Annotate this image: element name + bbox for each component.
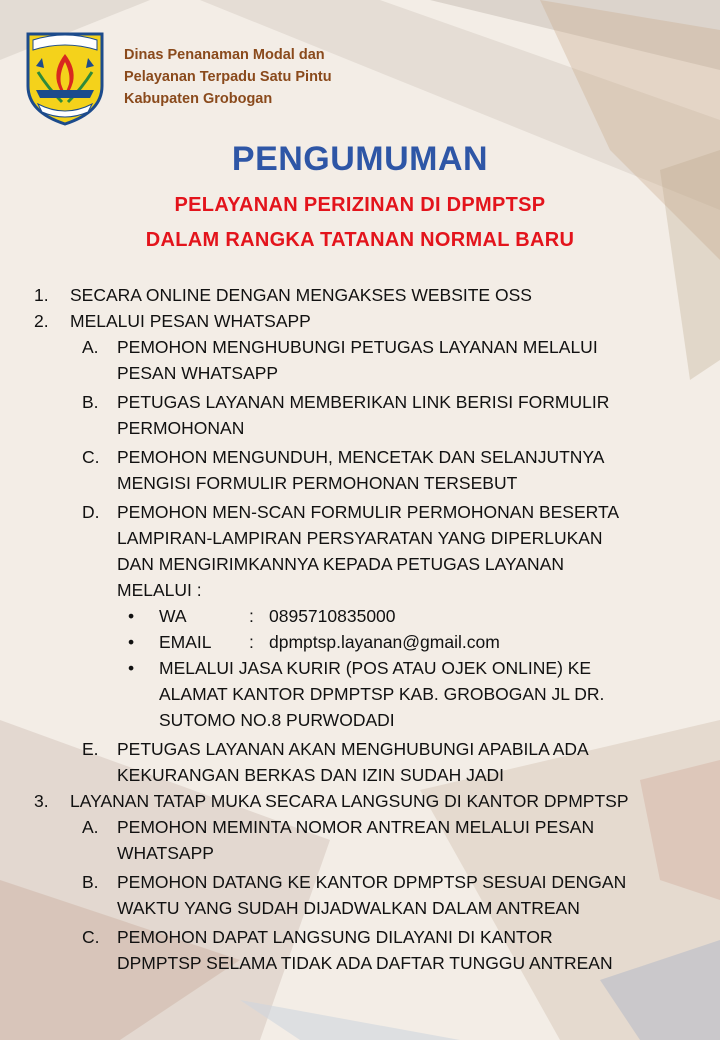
list-item-2e: [0, 736, 720, 788]
list-marker: B.: [82, 872, 99, 892]
list-item-3: [0, 788, 720, 814]
list-item-2: [0, 308, 720, 334]
org-line-3: Kabupaten Grobogan: [124, 91, 273, 107]
list-item-line: ALAMAT KANTOR DPMPTSP KAB. GROBOGAN JL DR.: [159, 684, 605, 704]
list-item-3a: [0, 814, 720, 866]
list-item-line: MELALUI :: [117, 580, 202, 600]
list-item-1: [0, 282, 720, 308]
contact-label: EMAIL: [159, 632, 212, 652]
organization-name: [124, 44, 332, 110]
list-item-line: PEMOHON DATANG KE KANTOR DPMPTSP SESUAI DENGAN: [117, 872, 627, 892]
list-marker: C.: [82, 447, 100, 467]
contact-whatsapp: [0, 603, 720, 629]
bullet: •: [128, 606, 135, 626]
bullet: •: [128, 658, 135, 678]
list-item-2a: [0, 334, 720, 386]
subtitle-line-1: PELAYANAN PERIZINAN DI DPMPTSP: [174, 194, 546, 216]
list-item-line: KEKURANGAN BERKAS DAN IZIN SUDAH JADI: [117, 765, 505, 785]
list-marker: A.: [82, 817, 99, 837]
list-item-line: LAMPIRAN-LAMPIRAN PERSYARATAN YANG DIPERLUKAN: [117, 528, 603, 548]
list-marker: B.: [82, 392, 99, 412]
org-line-2: Pelayanan Terpadu Satu Pintu: [124, 69, 332, 85]
list-item-text: SECARA ONLINE DENGAN MENGAKSES WEBSITE OSS: [70, 285, 532, 305]
list-item-3c: [0, 924, 720, 976]
list-item-line: SUTOMO NO.8 PURWODADI: [159, 710, 395, 730]
list-marker: D.: [82, 502, 100, 522]
list-item-line: PEMOHON MENGHUBUNGI PETUGAS LAYANAN MELALUI: [117, 337, 598, 357]
list-item-line: WAKTU YANG SUDAH DIJADWALKAN DALAM ANTREAN: [117, 898, 580, 918]
list-marker: A.: [82, 337, 99, 357]
list-item-line: MELALUI JASA KURIR (POS ATAU OJEK ONLINE) KE: [159, 658, 592, 678]
list-item-line: PEMOHON DAPAT LANGSUNG DILAYANI DI KANTOR: [117, 927, 553, 947]
list-marker: 2.: [34, 311, 49, 331]
list-item-line: WHATSAPP: [117, 843, 214, 863]
contact-separator: :: [249, 632, 254, 652]
list-item-text: LAYANAN TATAP MUKA SECARA LANGSUNG DI KANTOR DPMPTSP: [70, 791, 629, 811]
list-item-line: PEMOHON MENGUNDUH, MENCETAK DAN SELANJUTNYA: [117, 447, 605, 467]
service-list: [0, 282, 720, 976]
contact-separator: :: [249, 606, 254, 626]
list-item-line: PEMOHON MEMINTA NOMOR ANTREAN MELALUI PESAN: [117, 817, 595, 837]
subtitle-line-2: DALAM RANGKA TATANAN NORMAL BARU: [145, 229, 575, 251]
list-item-2b: [0, 389, 720, 441]
email-address: dpmptsp.layanan@gmail.com: [269, 632, 500, 652]
page-title: PENGUMUMAN: [231, 140, 489, 178]
list-item-text: MELALUI PESAN WHATSAPP: [70, 311, 311, 331]
list-item-3b: [0, 869, 720, 921]
list-marker: E.: [82, 739, 99, 759]
list-marker: 1.: [34, 285, 49, 305]
whatsapp-number: 0895710835000: [269, 606, 396, 626]
list-marker: C.: [82, 927, 100, 947]
contact-courier: [0, 655, 720, 733]
list-item-line: DAN MENGIRIMKANNYA KEPADA PETUGAS LAYANAN: [117, 554, 565, 574]
contact-label: WA: [159, 606, 187, 626]
org-line-1: Dinas Penanaman Modal dan: [124, 47, 325, 63]
list-item-line: MENGISI FORMULIR PERMOHONAN TERSEBUT: [117, 473, 518, 493]
list-marker: 3.: [34, 791, 49, 811]
bullet: •: [128, 632, 135, 652]
list-item-line: DPMPTSP SELAMA TIDAK ADA DAFTAR TUNGGU ANTREAN: [117, 953, 613, 973]
contact-email: [0, 629, 720, 655]
grobogan-regency-emblem-icon: [24, 28, 106, 126]
list-item-2c: [0, 444, 720, 496]
list-item-line: PERMOHONAN: [117, 418, 245, 438]
list-item-2d: [0, 499, 720, 603]
list-item-line: PESAN WHATSAPP: [117, 363, 279, 383]
list-item-line: PETUGAS LAYANAN MEMBERIKAN LINK BERISI FORMULIR: [117, 392, 610, 412]
list-item-line: PETUGAS LAYANAN AKAN MENGHUBUNGI APABILA ADA: [117, 739, 589, 759]
list-item-line: PEMOHON MEN-SCAN FORMULIR PERMOHONAN BESERTA: [117, 502, 620, 522]
